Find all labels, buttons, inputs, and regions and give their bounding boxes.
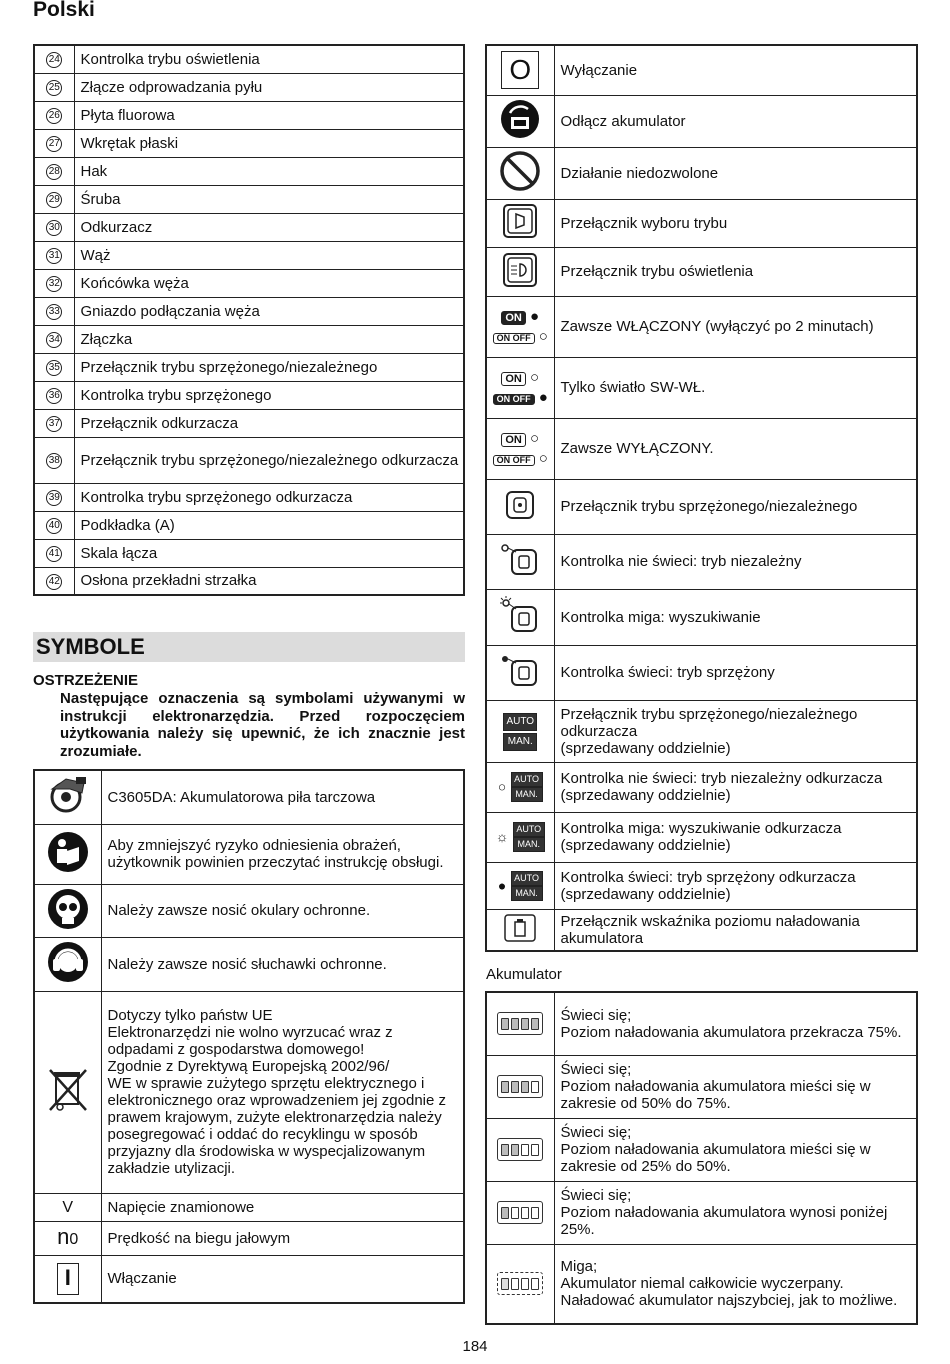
auto-man-lamp-off-icon: ○ AUTO MAN.: [486, 762, 554, 812]
table-row: [486, 357, 917, 418]
table-row: [34, 824, 464, 884]
auto-label: AUTO: [511, 772, 543, 787]
auto-label: AUTO: [511, 871, 543, 886]
part-number-badge: 26: [46, 108, 62, 124]
on-off-icon: ON ○ ON OFF ●: [486, 357, 554, 418]
part-label: Kontrolka trybu sprzężonego odkurzacza: [74, 483, 464, 511]
symbol-text: Kontrolka miga: wyszukiwanie odkurzacza (sprzedawany oddzielnie): [554, 812, 917, 862]
part-number: [34, 185, 74, 213]
table-row: [486, 1181, 917, 1244]
table-row: [486, 479, 917, 534]
on-off-icon: ON ○ ON OFF ○: [486, 418, 554, 479]
table-row: [486, 296, 917, 357]
table-row: [486, 589, 917, 645]
table-row: [34, 539, 464, 567]
warning-title: OSTRZEŻENIE: [33, 672, 139, 689]
table-row: [486, 147, 917, 199]
auto-man-switch-icon: [486, 700, 554, 762]
symbol-text: Odłącz akumulator: [554, 95, 917, 147]
battery-level-2-icon: [486, 1118, 554, 1181]
symbol-text: Napięcie znamionowe: [101, 1193, 464, 1221]
table-row: [34, 770, 464, 824]
table-row: [34, 45, 464, 73]
part-number-badge: 27: [46, 136, 62, 152]
man-label: MAN.: [511, 787, 543, 802]
part-number: [34, 511, 74, 539]
part-number: [34, 101, 74, 129]
table-row: [34, 129, 464, 157]
part-number: [34, 409, 74, 437]
table-row: [34, 213, 464, 241]
auto-label: AUTO: [513, 822, 545, 837]
part-number-badge: 34: [46, 332, 62, 348]
battery-level-1-icon: [486, 1181, 554, 1244]
table-row: [34, 884, 464, 937]
symbol-text: Zawsze WYŁĄCZONY.: [554, 418, 917, 479]
man-label: MAN.: [513, 837, 545, 852]
battery-level-4-icon: [486, 992, 554, 1055]
auto-man-lamp-blink-icon: ☼ AUTO MAN.: [486, 812, 554, 862]
table-row: [486, 1118, 917, 1181]
lamp-off-icon: [486, 534, 554, 589]
table-row: [34, 483, 464, 511]
onoff-tag: ON OFF: [493, 394, 535, 405]
voltage-symbol: V: [34, 1193, 101, 1221]
part-label: Przełącznik trybu sprzężonego/niezależnego odkurzacza: [74, 437, 464, 483]
part-number: [34, 213, 74, 241]
table-row: [34, 567, 464, 595]
battery-check-icon: [486, 909, 554, 951]
part-number: [34, 269, 74, 297]
no-load-speed-symbol: [34, 1221, 101, 1255]
part-label: Gniazdo podłączania węża: [74, 297, 464, 325]
part-number: [34, 129, 74, 157]
table-row: [486, 247, 917, 296]
power-on-icon: [34, 1255, 101, 1303]
lamp-blink-icon: [486, 589, 554, 645]
table-row: [34, 157, 464, 185]
right-symbols-table: [485, 44, 918, 952]
part-number: [34, 157, 74, 185]
symbol-text: Tylko światło SW-WŁ.: [554, 357, 917, 418]
left-symbols-table: [33, 769, 465, 1304]
symbol-text: Przełącznik trybu sprzężonego/niezależnego: [554, 479, 917, 534]
part-label: Skala łącza: [74, 539, 464, 567]
table-row: [486, 534, 917, 589]
table-row: [486, 645, 917, 700]
table-row: [34, 325, 464, 353]
part-number-badge: 38: [46, 453, 62, 469]
symbol-text: Kontrolka nie świeci: tryb niezależny odkurzacza (sprzedawany oddzielnie): [554, 762, 917, 812]
part-label: Wkrętak płaski: [74, 129, 464, 157]
symbol-text: Należy zawsze nosić słuchawki ochronne.: [101, 937, 464, 991]
part-number-badge: 29: [46, 192, 62, 208]
part-label: Kontrolka trybu sprzężonego: [74, 381, 464, 409]
safety-glasses-icon: [34, 884, 101, 937]
table-row: [34, 1193, 464, 1221]
parts-table: [33, 44, 465, 596]
table-row: [486, 762, 917, 812]
part-number-badge: 40: [46, 518, 62, 534]
symbol-text: Kontrolka świeci: tryb sprzężony odkurzacza (sprzedawany oddzielnie): [554, 862, 917, 909]
symbol-text: Kontrolka nie świeci: tryb niezależny: [554, 534, 917, 589]
part-number-badge: 39: [46, 490, 62, 506]
symbol-text: Kontrolka świeci: tryb sprzężony: [554, 645, 917, 700]
table-row: [34, 269, 464, 297]
table-row: [486, 992, 917, 1055]
part-number-badge: 25: [46, 80, 62, 96]
symbol-text: Przełącznik trybu sprzężonego/niezależnego odkurzacza (sprzedawany oddzielnie): [554, 700, 917, 762]
table-row: [486, 95, 917, 147]
table-row: [486, 1244, 917, 1324]
table-row: [34, 101, 464, 129]
part-number: [34, 539, 74, 567]
part-number-badge: 37: [46, 416, 62, 432]
table-row: [486, 418, 917, 479]
part-number-badge: 28: [46, 164, 62, 180]
table-row: [34, 937, 464, 991]
symbol-text: Działanie niedozwolone: [554, 147, 917, 199]
crossed-bin-icon: [34, 991, 101, 1193]
symbol-text: Wyłączanie: [554, 45, 917, 95]
on-tag: ON: [501, 372, 526, 386]
table-row: [34, 991, 464, 1193]
battery-table: [485, 991, 918, 1325]
man-label: MAN.: [511, 886, 543, 901]
part-number-badge: 33: [46, 304, 62, 320]
table-row: [34, 1221, 464, 1255]
table-row: [34, 297, 464, 325]
no-load-speed-sub: 0: [69, 1231, 79, 1248]
warning-text: Następujące oznaczenia są symbolami używanymi w instrukcji elektronarzędzia. Przed rozpoczęciem użytkowania należy się upewnić, że ich znacznie jest zrozumiałe.: [60, 690, 465, 760]
part-number: [34, 483, 74, 511]
on-tag: ON: [501, 311, 526, 325]
no-load-speed-glyph: n: [57, 1224, 70, 1249]
part-number-badge: 36: [46, 388, 62, 404]
part-number: [34, 353, 74, 381]
table-row: [34, 381, 464, 409]
table-row: [486, 700, 917, 762]
part-number: [34, 325, 74, 353]
symbol-text: Dotyczy tylko państw UE Elektronarzędzi nie wolno wyrzucać wraz z odpadami z gospodarstwa domowego! Zgodnie z Dyrektywą Europejską 2002/96/ WE w sprawie zużytego sprzętu elektrycznego i elektronicznego oraz wprowadzeniem jej zgodnie z prawem krajowym, zużyte elektronarzędzia należy posegregować i oddać do recyklingu w sposób przyjazny dla środowiska w wyspecjalizowanym zakładzie utylizacji.: [101, 991, 464, 1193]
table-row: [486, 1055, 917, 1118]
part-label: Hak: [74, 157, 464, 185]
man-label: MAN.: [503, 733, 537, 751]
on-off-icon: ON ● ON OFF ○: [486, 296, 554, 357]
symbol-text: Należy zawsze nosić okulary ochronne.: [101, 884, 464, 937]
part-number-badge: 24: [46, 52, 62, 68]
table-row: [486, 199, 917, 247]
part-label: Wąż: [74, 241, 464, 269]
symbol-text: Przełącznik trybu oświetlenia: [554, 247, 917, 296]
symbol-text: Włączanie: [101, 1255, 464, 1303]
power-off-glyph: O: [501, 51, 539, 89]
part-label: Przełącznik odkurzacza: [74, 409, 464, 437]
table-row: [34, 409, 464, 437]
circular-saw-icon: [34, 770, 101, 824]
symbol-text: Świeci się; Poziom naładowania akumulatora mieści się w zakresie od 25% do 50%.: [554, 1118, 917, 1181]
part-number: [34, 297, 74, 325]
table-row: [486, 862, 917, 909]
part-label: Złączka: [74, 325, 464, 353]
battery-blink-icon: [486, 1244, 554, 1324]
symbol-text: Świeci się; Poziom naładowania akumulatora przekracza 75%.: [554, 992, 917, 1055]
symbol-text: Przełącznik wyboru trybu: [554, 199, 917, 247]
part-label: Osłona przekładni strzałka: [74, 567, 464, 595]
part-number: [34, 381, 74, 409]
part-label: Złącze odprowadzania pyłu: [74, 73, 464, 101]
symbol-text: Miga; Akumulator niemal całkowicie wyczerpany. Naładować akumulator najszybciej, jak to możliwe.: [554, 1244, 917, 1324]
on-tag: ON: [501, 433, 526, 447]
part-number-badge: 31: [46, 248, 62, 264]
part-number: [34, 567, 74, 595]
prohibited-icon: [486, 147, 554, 199]
page-title: Polski: [33, 0, 95, 21]
symbol-text: Aby zmniejszyć ryzyko odniesienia obrażeń, użytkownik powinien przeczytać instrukcję obsługi.: [101, 824, 464, 884]
part-label: Kontrolka trybu oświetlenia: [74, 45, 464, 73]
battery-level-3-icon: [486, 1055, 554, 1118]
part-number-badge: 41: [46, 546, 62, 562]
part-number-badge: 32: [46, 276, 62, 292]
power-off-icon: [486, 45, 554, 95]
part-label: Śruba: [74, 185, 464, 213]
ear-protection-icon: [34, 937, 101, 991]
table-row: [34, 511, 464, 539]
power-on-glyph: I: [57, 1263, 79, 1295]
part-label: Odkurzacz: [74, 213, 464, 241]
part-number: [34, 437, 74, 483]
part-number: [34, 73, 74, 101]
page-number: 184: [462, 1338, 488, 1355]
symbol-text: Zawsze WŁĄCZONY (wyłączyć po 2 minutach): [554, 296, 917, 357]
onoff-tag: ON OFF: [493, 455, 535, 466]
auto-label: AUTO: [503, 713, 537, 731]
disconnect-battery-icon: [486, 95, 554, 147]
mode-select-switch-icon: [486, 199, 554, 247]
symbol-text: Prędkość na biegu jałowym: [101, 1221, 464, 1255]
part-label: Płyta fluorowa: [74, 101, 464, 129]
table-row: [486, 909, 917, 951]
table-row: [486, 812, 917, 862]
auto-man-lamp-on-icon: ● AUTO MAN.: [486, 862, 554, 909]
table-row: [34, 185, 464, 213]
table-row: [34, 73, 464, 101]
table-row: [34, 353, 464, 381]
symbol-text: Świeci się; Poziom naładowania akumulatora mieści się w zakresie od 50% do 75%.: [554, 1055, 917, 1118]
symbol-text: Świeci się; Poziom naładowania akumulatora wynosi poniżej 25%.: [554, 1181, 917, 1244]
part-number-badge: 30: [46, 220, 62, 236]
linked-mode-switch-icon: [486, 479, 554, 534]
symbol-text: Przełącznik wskaźnika poziomu naładowania akumulatora: [554, 909, 917, 951]
table-row: [486, 45, 917, 95]
part-label: Podkładka (A): [74, 511, 464, 539]
symbols-heading: SYMBOLE: [33, 632, 465, 662]
part-label: Przełącznik trybu sprzężonego/niezależnego: [74, 353, 464, 381]
part-number: [34, 45, 74, 73]
table-row: [34, 241, 464, 269]
part-label: Końcówka węża: [74, 269, 464, 297]
part-number-badge: 42: [46, 574, 62, 590]
table-row: [34, 1255, 464, 1303]
part-number: [34, 241, 74, 269]
part-number-badge: 35: [46, 360, 62, 376]
symbol-text: C3605DA: Akumulatorowa piła tarczowa: [101, 770, 464, 824]
read-manual-icon: [34, 824, 101, 884]
symbol-text: Kontrolka miga: wyszukiwanie: [554, 589, 917, 645]
light-mode-switch-icon: [486, 247, 554, 296]
lamp-on-icon: [486, 645, 554, 700]
battery-section-label: Akumulator: [486, 966, 562, 983]
table-row: [34, 437, 464, 483]
onoff-tag: ON OFF: [493, 333, 535, 344]
